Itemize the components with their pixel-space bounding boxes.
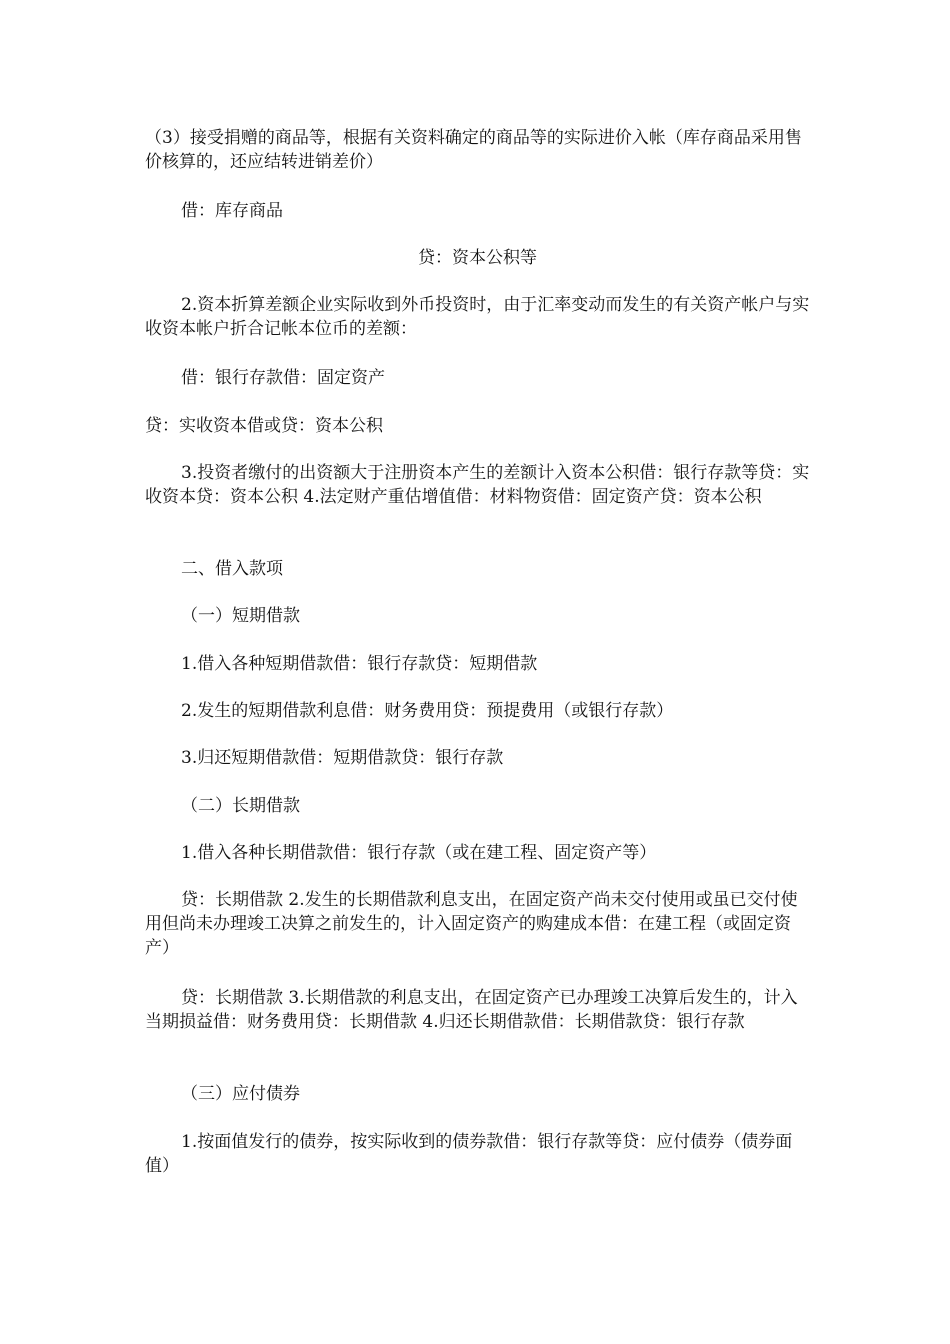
paragraph-long-term-1: 1.借入各种长期借款借：银行存款（或在建工程、固定资产等） — [181, 843, 657, 863]
paragraph-long-term-2: 贷：长期借款 2.发生的长期借款利息支出，在固定资产尚未交付使用或虽已交付使用但尚未办理竣工决算之前发生的，计入固定资产的购建成本借：在建工程（或固定资产） — [145, 890, 798, 958]
paragraph-donation-goods: （3）接受捐赠的商品等，根据有关资料确定的商品等的实际进价入帐（库存商品采用售价核算的，还应结转进销差价） — [145, 128, 802, 172]
paragraph-long-term-3: 贷：长期借款 3.长期借款的利息支出，在固定资产已办理竣工决算后发生的，计入当期损益借：财务费用贷：长期借款 4.归还长期借款借：长期借款贷：银行存款 — [145, 988, 798, 1032]
paragraph-credit-capital-reserve: 贷：资本公积等 — [418, 248, 537, 268]
paragraph-bonds-1: 1.按面值发行的债券，按实际收到的债券款借：银行存款等贷：应付债券（债券面值） — [145, 1132, 793, 1176]
paragraph-debit-bank-fixed-assets: 借：银行存款借：固定资产 — [181, 368, 385, 388]
paragraph-capital-translation: 2.资本折算差额企业实际收到外币投资时，由于汇率变动而发生的有关资产帐户与实收资本帐户折合记帐本位币的差额： — [145, 295, 810, 339]
section-heading-borrowings: 二、借入款项 — [181, 559, 283, 579]
paragraph-short-term-3: 3.归还短期借款借：短期借款贷：银行存款 — [181, 748, 504, 768]
paragraph-credit-paid-in-capital: 贷：实收资本借或贷：资本公积 — [145, 416, 383, 436]
paragraph-investor-premium: 3.投资者缴付的出资额大于注册资本产生的差额计入资本公积借：银行存款等贷：实收资本贷：资本公积 4.法定财产重估增值借：材料物资借：固定资产贷：资本公积 — [145, 463, 810, 507]
paragraph-short-term-2: 2.发生的短期借款利息借：财务费用贷：预提费用（或银行存款） — [181, 701, 674, 721]
subsection-heading-long-term: （二）长期借款 — [181, 796, 300, 816]
subsection-heading-short-term: （一）短期借款 — [181, 606, 300, 626]
paragraph-debit-inventory: 借：库存商品 — [181, 201, 283, 221]
paragraph-short-term-1: 1.借入各种短期借款借：银行存款贷：短期借款 — [181, 654, 538, 674]
subsection-heading-bonds: （三）应付债券 — [181, 1084, 300, 1104]
